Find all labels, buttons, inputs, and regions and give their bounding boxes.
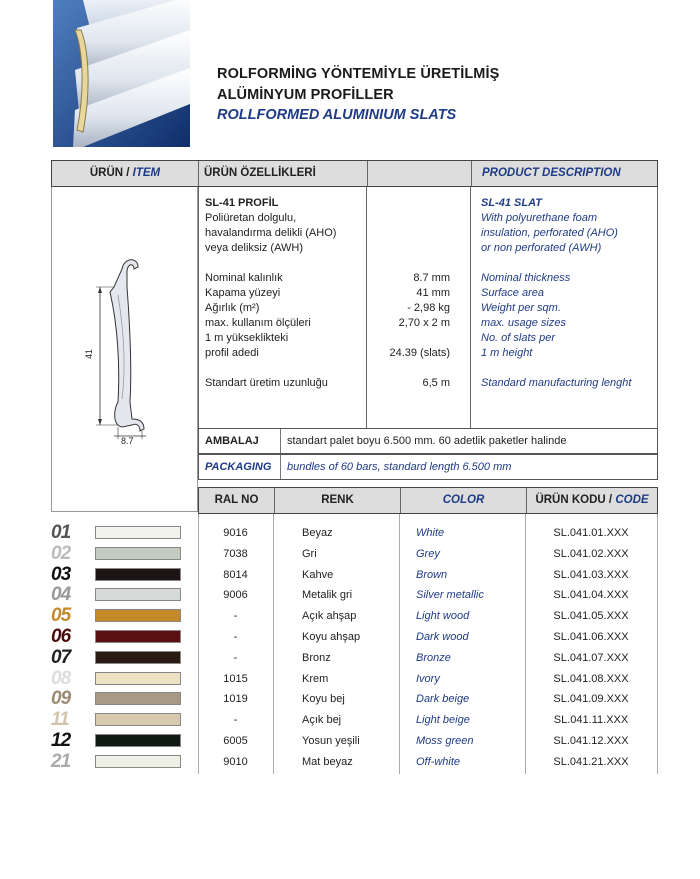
color-swatch (51, 751, 181, 772)
packaging-row-en (198, 454, 658, 480)
code-header-tr: ÜRÜN KODU / (535, 494, 613, 506)
ral-cell: - (233, 652, 238, 664)
item-header (52, 161, 198, 186)
renk-cell: Kahve (302, 569, 334, 581)
desc-tr-line: veya deliksiz (AWH) (205, 242, 303, 254)
color-swatch (51, 584, 181, 605)
product-name-tr: SL-41 PROFİL (205, 197, 279, 209)
desc-en-line: or non perforated (AWH) (481, 242, 602, 254)
height-dimension-label: 41 (84, 348, 95, 360)
renk-cell: Açık bej (302, 714, 342, 726)
spec-label-en: Nominal thickness (481, 272, 571, 284)
code-cell: SL.041.07.XXX (553, 652, 629, 664)
spec-label: profil adedi (205, 347, 259, 359)
spec-label-en: 1 m height (481, 347, 533, 359)
swatch-color-bar (95, 630, 181, 643)
table-row (198, 752, 658, 773)
color-swatch (51, 688, 181, 709)
ral-cell: 1019 (223, 693, 248, 705)
ral-cell: 9016 (223, 527, 248, 539)
renk-header: RENK (321, 494, 354, 506)
color-swatch (51, 647, 181, 668)
item-header-tr: ÜRÜN / (89, 167, 130, 179)
renk-cell: Bronz (302, 652, 331, 664)
spec-label: max. kullanım ölçüleri (205, 317, 311, 329)
swatch-number: 08 (51, 668, 71, 689)
color-swatch (51, 564, 181, 585)
spec-label: Kapama yüzeyi (205, 287, 281, 299)
ral-cell: - (233, 631, 238, 643)
spec-value: 8.7 mm (413, 272, 450, 284)
ral-header: RAL NO (214, 494, 259, 506)
color-cell: Off-white (416, 756, 461, 768)
table-divider (273, 514, 274, 774)
code-cell: SL.041.02.XXX (553, 548, 629, 560)
renk-cell: Koyu ahşap (302, 631, 361, 643)
spec-labels-tr (205, 271, 365, 391)
code-header (527, 488, 657, 513)
spec-value: 2,70 x 2 m (398, 317, 450, 329)
desc-tr-line: Poliüretan dolgulu, (205, 212, 297, 224)
code-cell: SL.041.04.XXX (553, 589, 629, 601)
desc-tr-line: havalandırma delikli (AHO) (205, 227, 337, 239)
table-row (198, 606, 658, 627)
renk-cell: Koyu bej (302, 693, 345, 705)
color-cell: Dark wood (416, 631, 469, 643)
swatch-color-bar (95, 526, 181, 539)
color-cell: Bronze (416, 652, 451, 664)
table-row (198, 669, 658, 690)
divider (198, 187, 199, 428)
swatch-color-bar (95, 692, 181, 705)
table-row (198, 544, 658, 565)
ral-cell: 8014 (223, 569, 248, 581)
color-cell: Light wood (416, 610, 470, 622)
desc-en-line: insulation, perforated (AHO) (481, 227, 618, 239)
item-header-en: ITEM (132, 167, 161, 179)
table-row (198, 689, 658, 710)
renk-cell: Mat beyaz (302, 756, 353, 768)
swatch-color-bar (95, 672, 181, 685)
swatch-number: 12 (51, 730, 71, 751)
code-cell: SL.041.09.XXX (553, 693, 629, 705)
swatch-number: 06 (51, 626, 71, 647)
swatch-number: 21 (51, 751, 71, 772)
table-divider (399, 514, 400, 774)
color-swatch (51, 543, 181, 564)
spec-value: 6,5 m (422, 377, 450, 389)
code-cell: SL.041.06.XXX (553, 631, 629, 643)
spec-label-en: Surface area (481, 287, 544, 299)
table-row (198, 627, 658, 648)
color-swatch (51, 605, 181, 626)
color-table-header (198, 487, 658, 514)
desc-en-line: With polyurethane foam (481, 212, 598, 224)
packaging-label-tr: AMBALAJ (199, 429, 281, 453)
renk-cell: Açık ahşap (302, 610, 357, 622)
swatch-color-bar (95, 609, 181, 622)
product-photo (53, 0, 190, 147)
table-divider (525, 514, 526, 774)
color-cell: Brown (416, 569, 448, 581)
spec-labels-en (481, 271, 656, 391)
swatch-color-bar (95, 713, 181, 726)
ral-cell: 9010 (223, 756, 248, 768)
swatch-color-bar (95, 734, 181, 747)
table-divider (657, 514, 658, 774)
spec-label: 1 m yükseklikteki (205, 332, 289, 344)
color-cell: Moss green (416, 735, 474, 747)
swatch-number: 05 (51, 605, 71, 626)
renk-cell: Beyaz (302, 527, 333, 539)
code-cell: SL.041.01.XXX (553, 527, 629, 539)
color-swatch (51, 730, 181, 751)
ral-cell: 7038 (223, 548, 248, 560)
swatch-color-bar (95, 568, 181, 581)
code-header-en: CODE (615, 494, 649, 506)
swatch-color-bar (95, 547, 181, 560)
color-header: COLOR (442, 494, 485, 506)
code-cell: SL.041.12.XXX (553, 735, 629, 747)
code-cell: SL.041.11.XXX (553, 714, 629, 726)
width-dimension-label: 8.7 (121, 436, 134, 446)
renk-cell: Krem (302, 673, 329, 685)
ral-cell: 6005 (223, 735, 248, 747)
spec-value: 41 mm (416, 287, 450, 299)
spec-value: - 2,98 kg (407, 302, 450, 314)
spec-label: Nominal kalınlık (205, 272, 283, 284)
ral-cell: - (233, 610, 238, 622)
title-line-2: ALÜMİNYUM PROFİLLER (217, 87, 394, 103)
color-cell: Light beige (416, 714, 470, 726)
table-row (198, 523, 658, 544)
table-row (198, 565, 658, 586)
product-name-en: SL-41 SLAT (481, 197, 542, 209)
table-row (198, 710, 658, 731)
profile-drawing-box (51, 187, 198, 512)
color-cell: Dark beige (416, 693, 470, 705)
code-cell: SL.041.21.XXX (553, 756, 629, 768)
title-line-3: ROLLFORMED ALUMINIUM SLATS (217, 107, 457, 123)
code-cell: SL.041.08.XXX (553, 673, 629, 685)
description-header: PRODUCT DESCRIPTION (482, 167, 621, 179)
spec-label: Standart üretim uzunluğu (205, 377, 328, 389)
profile-drawing (52, 187, 199, 512)
color-cell: Silver metallic (416, 589, 484, 601)
renk-cell: Metalik gri (302, 589, 353, 601)
table-row (198, 731, 658, 752)
ral-cell: 1015 (223, 673, 248, 685)
swatch-number: 03 (51, 564, 71, 585)
ral-cell: 9006 (223, 589, 248, 601)
swatch-number: 04 (51, 584, 71, 605)
packaging-label-en: PACKAGING (199, 455, 281, 479)
packaging-row-tr (198, 428, 658, 454)
color-swatch (51, 522, 181, 543)
swatch-color-bar (95, 651, 181, 664)
spec-value: 24.39 (slats) (389, 347, 450, 359)
table-divider (198, 514, 199, 774)
packaging-text-tr: standart palet boyu 6.500 mm. 60 adetlik paketler halinde (287, 435, 567, 447)
renk-cell: Gri (302, 548, 317, 560)
code-cell: SL.041.03.XXX (553, 569, 629, 581)
swatch-number: 02 (51, 543, 71, 564)
swatch-number: 07 (51, 647, 71, 668)
spec-label: Ağırlık (m²) (205, 302, 260, 314)
swatch-number: 01 (51, 522, 71, 543)
product-desc-en (481, 211, 618, 256)
color-cell: Grey (416, 548, 440, 560)
renk-cell: Yosun yeşili (302, 735, 360, 747)
features-header: ÜRÜN ÖZELLİKLERİ (204, 167, 316, 179)
product-desc-tr (205, 211, 336, 256)
divider (470, 187, 471, 428)
spec-label-en: Standard manufacturing lenght (481, 377, 632, 389)
color-cell: Ivory (416, 673, 440, 685)
swatch-color-bar (95, 755, 181, 768)
spec-values (366, 271, 450, 391)
table-row (198, 585, 658, 606)
spec-value (366, 331, 450, 346)
color-swatch (51, 626, 181, 647)
spec-label-en: Weight per sqm. (481, 302, 561, 314)
swatch-number: 09 (51, 688, 71, 709)
color-cell: White (416, 527, 445, 539)
swatch-color-bar (95, 588, 181, 601)
table-row (198, 648, 658, 669)
ral-cell: - (233, 714, 238, 726)
divider (657, 187, 658, 428)
code-cell: SL.041.05.XXX (553, 610, 629, 622)
spec-label-en: max. usage sizes (481, 317, 566, 329)
color-swatch (51, 709, 181, 730)
packaging-text-en: bundles of 60 bars, standard length 6.500 mm (287, 461, 512, 473)
color-swatch (51, 668, 181, 689)
swatch-number: 11 (51, 709, 69, 730)
title-line-1: ROLFORMİNG YÖNTEMİYLE ÜRETİLMİŞ (217, 66, 500, 82)
spec-label-en: No. of slats per (481, 332, 555, 344)
spec-header (51, 160, 658, 187)
